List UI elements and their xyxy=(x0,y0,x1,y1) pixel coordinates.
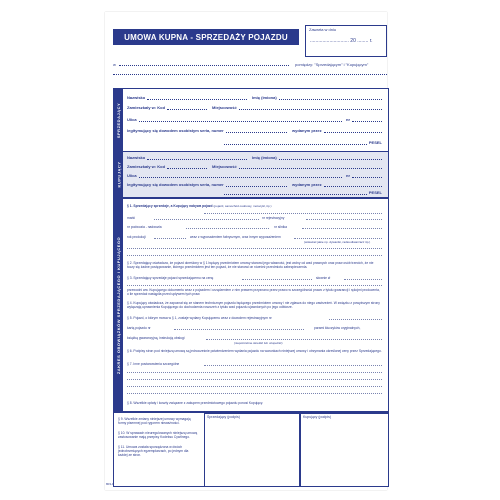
place-prefix: w xyxy=(113,62,116,67)
buyer-signature-box[interactable] xyxy=(300,413,389,487)
date-label: Zawarta w dniu xyxy=(309,27,337,32)
clause-6: § 6. Podpisy stron pod niniejszą umową są jednocześnie potwierdzeniem wydania pojazdu na warunkach niniejszej umowy i otrzymania określonej ceny przez Sprzedającego. xyxy=(127,349,382,353)
year-label: rok produkcji xyxy=(127,235,146,239)
special-terms-line-4[interactable] xyxy=(127,393,382,394)
buyer-side-label: KUPUJĄCY xyxy=(116,161,122,188)
special-terms-line-3[interactable] xyxy=(127,386,382,387)
vehicle-card-label: kartą pojazdu nr xyxy=(127,326,151,330)
seller-section xyxy=(113,88,389,152)
buyer-names-field[interactable] xyxy=(252,155,382,160)
price-words-line[interactable] xyxy=(127,285,382,286)
clause-11: § 11. Umowa została sporządzona w dwóch jednobrzmiących egzemplarzach, po jednym dla każdej ze stron. xyxy=(118,445,189,457)
price-words-field[interactable] xyxy=(344,279,382,280)
price-words-label: słownie zł xyxy=(316,276,331,280)
seller-id-field[interactable] xyxy=(127,128,287,133)
seller-house-field[interactable] xyxy=(346,117,382,122)
seller-city-label: Zamieszkały w: Kod xyxy=(127,105,166,110)
date-field[interactable]: ............................ 20 ........ r. xyxy=(310,38,373,44)
service-book-note: (niepotrzebne skreślić lub uzupełnić) xyxy=(234,341,283,345)
make-label: marki xyxy=(127,216,136,220)
service-book-label: książką gwarancyjną, instrukcją obsługi xyxy=(127,336,185,340)
closing-section xyxy=(113,412,389,487)
seller-issued-field[interactable] xyxy=(292,128,382,133)
registration-doc-field[interactable] xyxy=(329,319,382,320)
buyer-locality-field[interactable] xyxy=(212,164,382,169)
seller-surname-field[interactable] xyxy=(127,95,247,100)
equipment-note: (wskazać jakie np. dywaniki, radioodtwarzacz itp.) xyxy=(304,240,371,244)
make-field[interactable] xyxy=(154,219,259,220)
reg-field[interactable] xyxy=(306,219,382,220)
service-book-field[interactable] xyxy=(206,339,382,340)
seller-street-label: Ulica xyxy=(127,117,137,122)
special-terms-line-2[interactable] xyxy=(127,379,382,380)
seller-pesel-field[interactable] xyxy=(224,140,382,145)
seller-names-field[interactable] xyxy=(252,95,382,100)
seller-signature-box[interactable] xyxy=(204,413,300,487)
keys-label: parami kluczyków oryginalnych, xyxy=(314,326,361,330)
equipment-line-1[interactable] xyxy=(127,248,382,249)
buyer-issued-field[interactable] xyxy=(292,182,382,187)
buyer-street-field[interactable] xyxy=(127,173,342,178)
clause-8: § 8. Wszelkie opłaty i koszty związane z zakupem przedmiotowego pojazdu ponosi Kupujący. xyxy=(127,401,264,405)
terms-side-label: ZAKRES OBOWIĄZKÓW SPRZEDAJĄCEGO I KUPUJĄCEGO xyxy=(116,236,121,374)
reg-label: nr rejestracyjny xyxy=(262,216,285,220)
clause-4: § 4. Kupujący oświadcza, że zapoznał się ze stanem technicznym pojazdu będącego przedmiotem umowy i nie zgłasza do niego zastrzeżeń. W związku z powyższym strony wyłączają uprawnienia Kupującego do dochodzenia roszczeń z tytułu wad pojazdu ujawnionych po jego odbiorze. xyxy=(127,301,380,309)
seller-id-label: legitymujący się dowodem osobistym seria, numer xyxy=(127,128,224,133)
buyer-side-bar xyxy=(114,152,123,197)
vehicle-type-note: (pojazd, samochód osobowy, motocykl, itp.) xyxy=(213,204,272,208)
equipment-field[interactable] xyxy=(294,238,382,239)
engine-label: nr silnika xyxy=(274,225,288,229)
seller-surname-label: Nazwisko xyxy=(127,95,146,100)
seller-house-label: nr xyxy=(346,117,350,122)
place-field[interactable] xyxy=(119,65,289,66)
buyer-surname-label: Nazwisko xyxy=(127,155,146,160)
buyer-city-label: Zamieszkały w: Kod xyxy=(127,164,166,169)
vehicle-type-field[interactable] xyxy=(204,213,382,214)
buyer-house-field[interactable] xyxy=(346,173,382,178)
special-terms-field[interactable] xyxy=(204,365,382,366)
price-field[interactable] xyxy=(242,279,312,280)
seller-pesel-label: PESEL xyxy=(368,140,382,145)
buyer-issued-label: wydanym przez xyxy=(292,182,322,187)
buyer-signature-label: Kupujący (podpis) xyxy=(303,415,332,419)
clause-3b: przewodni ww. Kupującego dokumentu wraz z pojazdem i urządzeniem z nim prawem przyznano przez prawo w szczególności prawo z tytułu gwarancji i rękojmi producenta, o ile sprzedaż nastąpiła przed upływem tych praw. xyxy=(127,288,380,296)
buyer-locality-label: Miejscowość xyxy=(212,164,237,169)
special-terms-line-1[interactable] xyxy=(127,372,382,373)
seller-signature-label: Sprzedający (podpis) xyxy=(207,415,240,419)
vehicle-card-field[interactable] xyxy=(174,329,304,330)
date-box xyxy=(305,25,387,57)
chassis-label: nr podwozia - nadwozia xyxy=(127,225,162,229)
clause-2: § 2. Sprzedający oświadcza, że pojazd określony w § 1 będący przedmiotem umowy stanowi jego własność, jest wolny od wad prawnych oraz praw osób trzecich, że nie toczy się żadne postępowanie, którego przedmiotem jest ten pojazd, że nie stanowi on również przedmiotu zabezpieczenia. xyxy=(127,261,374,269)
clause-10: § 10. W sprawach nieuregulowanych niniejszą umową zastosowanie mają przepisy Kodeksu Cywilnego. xyxy=(118,431,198,439)
seller-postcode-field[interactable] xyxy=(127,105,207,110)
seller-side-label: SPRZEDAJĄCY xyxy=(116,102,122,138)
header-rule xyxy=(113,74,387,75)
seller-issued-label: wydanym przez xyxy=(292,128,322,133)
equipment-line-2[interactable] xyxy=(127,255,382,256)
buyer-street-label: Ulica xyxy=(127,173,137,178)
clause-7: § 7. Inne postanowienia szczególne xyxy=(127,362,180,366)
buyer-section xyxy=(113,151,389,198)
equipment-label: wraz z wyposażeniem fabrycznym, oraz innym wyposażeniem xyxy=(190,235,281,239)
engine-field[interactable] xyxy=(302,228,382,229)
seller-locality-field[interactable] xyxy=(212,105,382,110)
buyer-house-label: nr xyxy=(346,173,350,178)
chassis-field[interactable] xyxy=(186,228,269,229)
buyer-pesel-field[interactable] xyxy=(224,190,382,195)
contract-sheet xyxy=(105,12,387,490)
year-field[interactable] xyxy=(154,238,186,239)
seller-locality-label: Miejscowość xyxy=(212,105,237,110)
clause-3: § 3. Sprzedający sprzedaje pojazd sprzedającemu na cenę xyxy=(127,276,214,280)
seller-street-field[interactable] xyxy=(127,117,342,122)
terms-side-bar xyxy=(114,199,123,411)
buyer-id-label: legitymujący się dowodem osobistym seria, numer xyxy=(127,182,224,187)
contract-title: UMOWA KUPNA - SPRZEDAŻY POJAZDU xyxy=(113,29,299,45)
clause-1: § 1. Sprzedający sprzedaje, a Kupujący nabywa pojazd (pojazd, samochód osobowy, motocykl, itp.) xyxy=(127,204,272,208)
clause-5: § 5. Pojazd, o którym mowa w § 1, zostaje wydany Kupującemu wraz z dowodem rejestracyjnym nr xyxy=(127,316,272,320)
buyer-pesel-label: PESEL xyxy=(368,190,382,195)
buyer-id-field[interactable] xyxy=(127,182,287,187)
seller-side-bar xyxy=(114,89,123,151)
clause-9: § 9. Wszelkie zmiany niniejszej umowy wymagają formy pisemnej pod rygorem nieważności. xyxy=(118,417,191,425)
parties-text: pomiędzy: "Sprzedającym" i "Kupującym" xyxy=(295,62,369,67)
buyer-surname-field[interactable] xyxy=(127,155,247,160)
buyer-postcode-field[interactable] xyxy=(127,164,207,169)
buyer-names-label: Imię (imiona) xyxy=(252,155,277,160)
form-code: 803-1 xyxy=(106,482,114,486)
terms-section xyxy=(113,198,389,412)
seller-names-label: Imię (imiona) xyxy=(252,95,277,100)
